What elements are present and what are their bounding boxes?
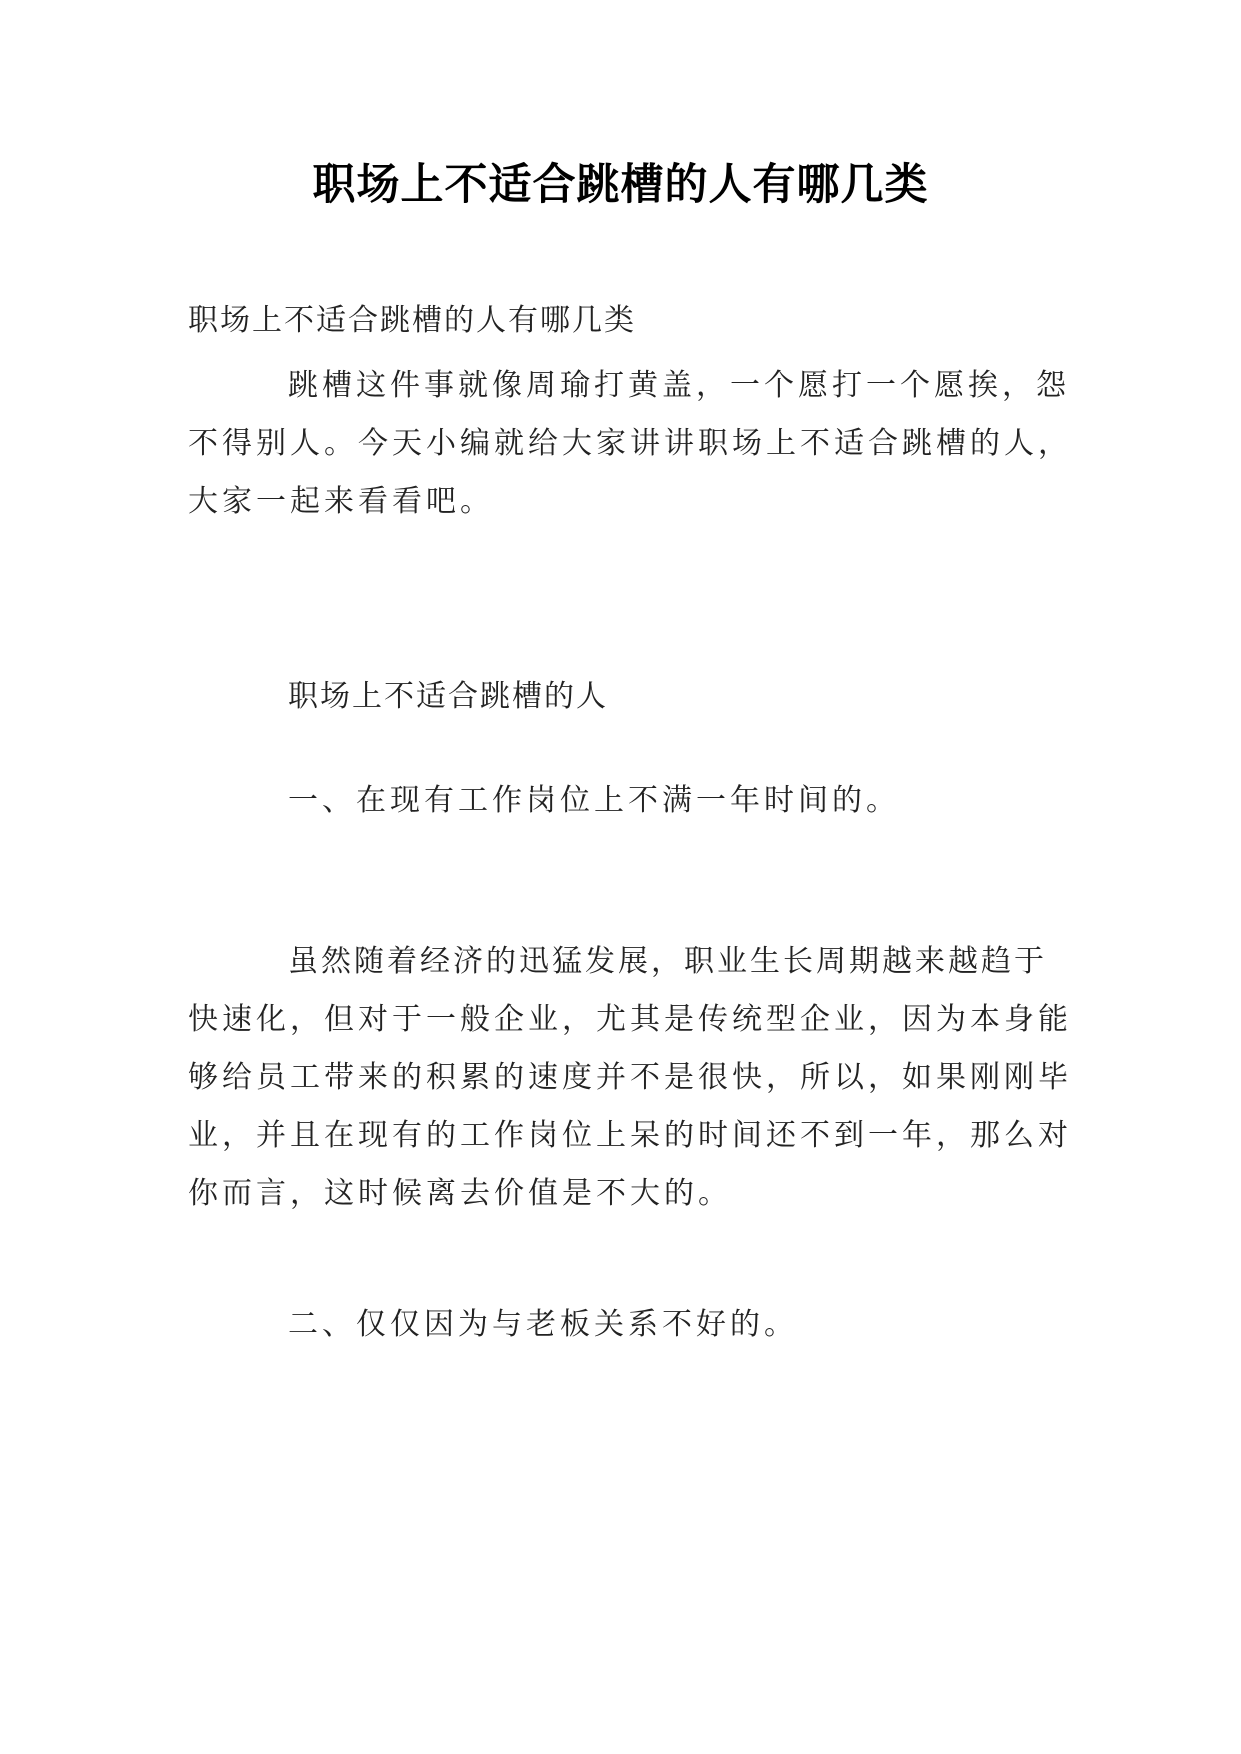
- document-title: 职场上不适合跳槽的人有哪几类: [312, 160, 929, 210]
- point-one-line-3: 够给员工带来的积累的速度并不是很快，所以，如果刚刚毕: [188, 1060, 1072, 1095]
- intro-line-2: 不得别人。今天小编就给大家讲讲职场上不适合跳槽的人，: [188, 426, 1072, 461]
- point-one-line-2: 快速化，但对于一般企业，尤其是传统型企业，因为本身能: [188, 1002, 1072, 1037]
- intro-paragraph: [188, 357, 1072, 531]
- intro-line-3: 大家一起来看看吧。: [188, 484, 494, 519]
- point-one-line-5: 你而言，这时候离去价值是不大的。: [188, 1176, 732, 1211]
- point-one-body: [188, 933, 1072, 1223]
- point-one-line-1: 虽然随着经济的迅猛发展，职业生长周期越来越趋于: [288, 944, 1047, 979]
- section-heading: 职场上不适合跳槽的人: [288, 679, 608, 714]
- point-one-heading: 一、在现有工作岗位上不满一年时间的。: [288, 783, 900, 818]
- point-one-line-4: 业，并且在现有的工作岗位上呆的时间还不到一年，那么对: [188, 1118, 1072, 1153]
- document-subtitle: 职场上不适合跳槽的人有哪几类: [188, 303, 636, 338]
- intro-line-1: 跳槽这件事就像周瑜打黄盖，一个愿打一个愿挨，怨: [288, 368, 1070, 403]
- point-two-heading: 二、仅仅因为与老板关系不好的。: [288, 1307, 798, 1342]
